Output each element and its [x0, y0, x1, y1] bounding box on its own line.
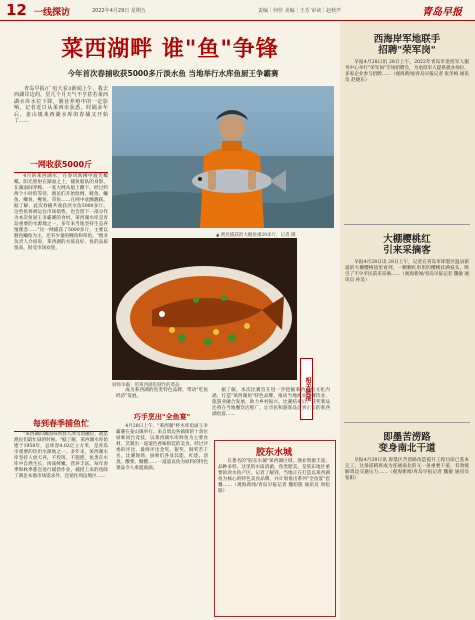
issue-date: 2022年4月29日 星期五: [92, 8, 146, 14]
news-sidebar: [340, 22, 475, 620]
page-number: 12: [6, 1, 27, 19]
section-heading: 巧手烹出"全鱼宴": [133, 413, 191, 421]
body-text: 成为莱西湖的鱼类特色品牌，带动"吃鱼经济"发展。: [116, 388, 208, 399]
photo-caption: ▲ 渔民捕获的大鲢鱼重20多斤，记者 摄: [216, 233, 296, 238]
section-body: 4月28日上午，"莱西湖"杯水库鱼厨王争霸赛在姜山镇举行。来自周边各镇街的十余位厨师同台竞技，以莱西湖水库鲜鱼为主要食材，烹制出一道道色香味俱佳的美食。经过评委的评比，最终评出金奖、银奖、铜奖若干名。比赛现场，厨师们各显其能，红烧、清蒸、酸菜、糖醋……一道道以鱼为原料的特色菜品令人垂涎欲滴。: [116, 424, 208, 471]
main-headline: 菜西湖畔 谁"鱼"争锋: [61, 37, 279, 62]
fisherman-photo: [112, 86, 334, 228]
section-heading: 一网收获5000斤: [14, 159, 108, 173]
info-box-text: 在著名的"胶东水城"莱西湖区域，渔业资源丰富，品种多样。这里的水质清澈，鱼类肥美，是胶东地区重要的淡水鱼产区。记者了解到，当地正在打造以莱西湖鱼为核心的特色美食品牌，并计划推出系列"全鱼宴"套餐……（观海新闻/青岛早报记者 魏绍旅 通讯员 周松阳）: [218, 459, 330, 494]
section-heading: 每到春季捕鱼忙: [14, 418, 108, 432]
sidebar-news-text: 早报4月28日讯 28日上午，2022年青岛市退役军人服务中心举行"荣军岗"专场招聘会，为退役军人提供就业岗位，多家企业参与招聘……（观海新闻/青岛早报记者 张冬梅 通讯员 赵晓东）: [345, 60, 469, 83]
section-body: "莱西湖的湖面每到春天冰雪消融后，就是渔民们最忙碌的时候。"据了解，莱西湖水库始建于1958年，总库容4.02亿立方米，是青岛市重要的饮用水源地之一。多年来，莱西湖水库坚持人放天养，不投饵、不施肥，鱼类在水库中自然生长，肉质鲜嫩、营养丰富。每年春季和秋季都会进行捕捞作业，捕捞上来的鱼除了满足本地市场需求外，还销往周边地区……: [14, 432, 108, 479]
photo-caption: 厨师争霸：用莱西湖鱼制作的菜品: [112, 383, 180, 388]
sidebar-news-text: 早报4月28日讯 即墨区苦涝路改造提升工程目前已基本完工，这条道路将成为连通南北的又一条重要干道，有效缓解周边交通压力……（观海新闻/青岛早报记者 魏敏 通讯员 张阳）: [345, 458, 469, 481]
lead-paragraph: 青岛早报/广电大看3新闻上午，我去西湖岸边的，堂几个月天气不亨甚若莱西湖水库水位下降，渔业养殖中的一定影响。记者近日从莱西市获悉，时隔多年后，姜山镇莱西湖水库的春捕又开始了……: [14, 86, 108, 125]
subheadline: 今年首次春捕收获5000多斤淡水鱼 当地举行水库鱼厨王争霸赛: [67, 69, 279, 78]
sidebar-news-title: 大棚樱桃红 引来采摘客: [383, 234, 431, 256]
staff-credits: 责编｜何佳 美编｜王芳 审读｜赵秋声: [258, 8, 342, 14]
divider: [344, 224, 470, 225]
section-name: 一线探访: [34, 8, 71, 18]
masthead: [0, 0, 475, 21]
sidebar-news-title: 即墨苦涝路 变身南北干道: [378, 432, 436, 454]
section-body: 4月的莱西湖水，在春风吹拂中波光粼粼。阳光照射在湖面之上，捕鱼船队的身影，在湖面间穿梭。一张大网从船上撒下，经过约两个小时的等待，渔民们开始收网。鲢鱼、鳙鱼、鲫鱼、鲤鱼、草鱼……在网中欢腾跳跃。据了解，此次春捕共收获淡水鱼5000多斤。这些鱼将被运往市场销售，也会留下一部分作为本次鱼厨王争霸赛的食材。莱西湖水库是青岛重要的水源地之一，多年来当地坚持生态养殖理念……"这一网捕获了5000多斤，主要以鲢鱼鳙鱼为主，还有少量的鲤鱼和草鱼。"渔业负责人介绍说，莱西湖的水质良好，鱼的品质很高，很受市场欢迎。: [14, 174, 108, 251]
newspaper-logo: 青岛早报: [422, 7, 462, 18]
sidebar-news-text: 早报4月28日讯 28日上午，记者在青岛市即墨区温泉街道的大棚樱桃园里看到，一颗颗红彤彤的樱桃挂满枝头，吸引了不少市民前来采摘……（观海新闻/青岛早报记者 魏敏 通讯员 孙昊）: [345, 260, 469, 283]
sidebar-news-title: 西海岸军地联手 招聘"荣军岗": [373, 34, 441, 56]
related-link-badge: 相关链接: [300, 358, 313, 420]
info-box-title: 胶东水城: [255, 448, 292, 458]
fish-dish-photo: [112, 238, 297, 380]
divider: [344, 422, 470, 423]
section-body: 据了解，本次比赛旨在进一步挖掘莱西湖鱼文化内涵，打造"莱西湖鱼"特色品牌，推动当地渔业与餐饮业、旅游业融合发展，助力乡村振兴。比赛结束后，获奖菜品还将在当地餐饮店推广，让市民和游客品尝到正宗的莱西湖鱼宴……: [212, 388, 330, 417]
